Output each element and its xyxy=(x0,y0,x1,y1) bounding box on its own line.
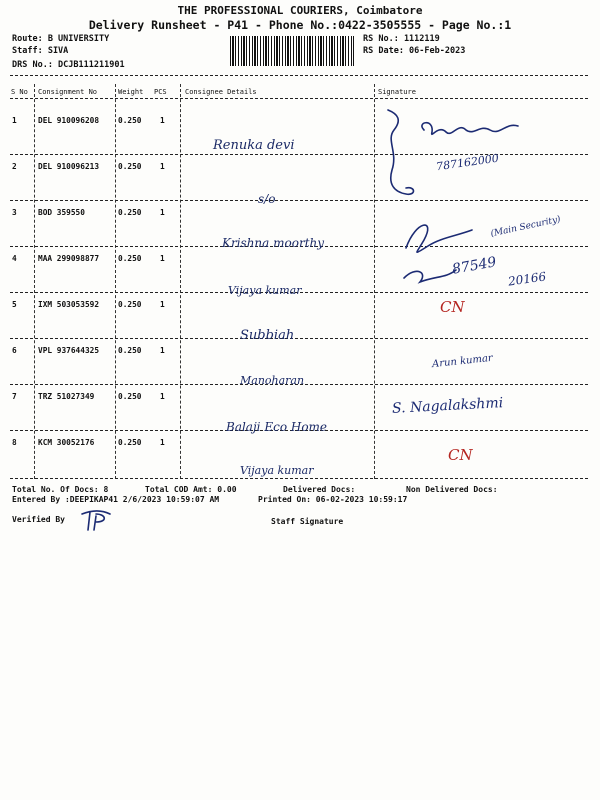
handwritten-consignee: Subbiah xyxy=(240,328,295,343)
row-sno: 5 xyxy=(12,300,17,309)
header-rule-bottom xyxy=(10,98,588,99)
row-weight: 0.250 xyxy=(118,116,142,125)
handwritten-consignee: Vijaya kumar xyxy=(240,464,314,477)
row-weight: 0.250 xyxy=(118,162,142,171)
handwritten-signature-note: 87549 xyxy=(450,254,498,278)
row-weight: 0.250 xyxy=(118,392,142,401)
route-label: Route: B UNIVERSITY xyxy=(12,34,110,44)
signature-bracket xyxy=(388,110,414,194)
company-title: THE PROFESSIONAL COURIERS, Coimbatore xyxy=(177,4,423,17)
signature-stroke xyxy=(406,225,472,252)
row-weight: 0.250 xyxy=(118,346,142,355)
col-divider xyxy=(115,84,116,479)
header-rule-top xyxy=(10,75,588,76)
runsheet-title: Delivery Runsheet - P41 - Phone No.:0422-3505555 - Page No.:1 xyxy=(88,18,512,32)
drs-number: DRS No.: DCJB111211901 xyxy=(12,60,125,70)
col-header-signature: Signature xyxy=(378,88,416,96)
row-pcs: 1 xyxy=(160,346,165,355)
staff-signature-label: Staff Signature xyxy=(271,517,344,526)
col-header-pcs: PCS xyxy=(154,88,167,96)
col-divider xyxy=(374,84,375,479)
row-pcs: 1 xyxy=(160,254,165,263)
row-pcs: 1 xyxy=(160,392,165,401)
row-consignment: IXM 503053592 xyxy=(38,300,100,309)
row-sno: 4 xyxy=(12,254,17,263)
verified-by-label: Verified By xyxy=(12,515,65,524)
entered-by: Entered By :DEEPIKAP41 2/6/2023 10:59:07 AM xyxy=(12,495,220,504)
row-sno: 3 xyxy=(12,208,17,217)
handwritten-signature-note: 20166 xyxy=(507,269,547,289)
row-consignment: MAA 299098877 xyxy=(38,254,100,263)
row-sno: 6 xyxy=(12,346,17,355)
handwritten-consignee: Krishna moorthy xyxy=(222,236,325,250)
row-consignment: DEL 910096213 xyxy=(38,162,100,171)
handwritten-signature-note: CN xyxy=(440,298,465,316)
col-header-consignment: Consignment No xyxy=(38,88,98,96)
col-header-weight: Weight xyxy=(118,88,144,96)
handwritten-consignee: Manoharan xyxy=(240,374,305,387)
handwritten-signature-note: 787162000 xyxy=(435,151,500,174)
row-sno: 1 xyxy=(12,116,17,125)
col-header-consignee: Consignee Details xyxy=(185,88,257,96)
row-consignment: VPL 937644325 xyxy=(38,346,100,355)
row-weight: 0.250 xyxy=(118,208,142,217)
row-pcs: 1 xyxy=(160,162,165,171)
verifier-signature xyxy=(80,508,120,532)
col-divider xyxy=(34,84,35,479)
handwritten-signature-note: S. Nagalakshmi xyxy=(391,395,504,417)
row-consignment: KCM 30052176 xyxy=(38,438,95,447)
row-weight: 0.250 xyxy=(118,254,142,263)
col-divider xyxy=(180,84,181,479)
row-pcs: 1 xyxy=(160,116,165,125)
handwritten-consignee: Renuka devi xyxy=(213,138,295,153)
row-consignment: BOD 359550 xyxy=(38,208,85,217)
row-pcs: 1 xyxy=(160,208,165,217)
handwritten-consignee: Vijaya kumar xyxy=(228,284,302,297)
handwritten-signature-note: (Main Security) xyxy=(489,214,562,240)
total-docs: Total No. Of Docs: 8 xyxy=(12,485,109,494)
row-weight: 0.250 xyxy=(118,438,142,447)
handwritten-consignee: s/o xyxy=(258,192,276,206)
non-delivered-docs: Non Delivered Docs: xyxy=(406,485,498,494)
col-header-sno: S No xyxy=(11,88,28,96)
staff-label: Staff: SIVA xyxy=(12,46,69,56)
rs-number: RS No.: 1112119 xyxy=(363,34,440,44)
signature-stroke xyxy=(404,270,456,282)
handwritten-consignee: Balaji Eco Home xyxy=(226,420,328,434)
handwritten-signature-note: CN xyxy=(448,446,473,464)
row-consignment: TRZ 51027349 xyxy=(38,392,95,401)
handwritten-signature-note: Arun kumar xyxy=(431,352,494,371)
signature-stroke xyxy=(422,123,518,135)
row-sno: 7 xyxy=(12,392,17,401)
barcode xyxy=(230,36,354,66)
rs-date: RS Date: 06-Feb-2023 xyxy=(363,46,466,56)
row-pcs: 1 xyxy=(160,438,165,447)
row-sno: 2 xyxy=(12,162,17,171)
row-sno: 8 xyxy=(12,438,17,447)
printed-on: Printed On: 06-02-2023 10:59:17 xyxy=(258,495,408,504)
row-weight: 0.250 xyxy=(118,300,142,309)
row-pcs: 1 xyxy=(160,300,165,309)
total-cod: Total COD Amt: 0.00 xyxy=(145,485,237,494)
delivered-docs: Delivered Docs: xyxy=(283,485,356,494)
row-consignment: DEL 910096208 xyxy=(38,116,100,125)
